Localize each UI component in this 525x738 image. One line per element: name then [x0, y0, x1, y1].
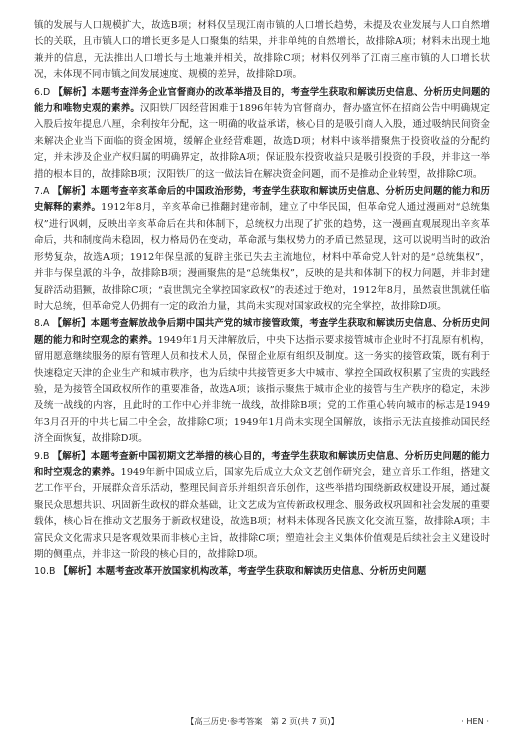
question-8	[34, 316, 490, 447]
question-analysis-body: 汉阳铁厂因经营困难于1896年转为官督商办，督办盛宣怀在招商公告中明确规定入股后按年提息八厘，余利按年分配，这一明确的收益承诺，核心目的是吸引商人入股，通过吸纳民间资金来解决企业当下面临的资金困境，缓解企业经营难题，故选D项；材料中该举措聚焦于投资收益的分配约定，并未涉及企业产权归属的明确界定，故排除A项；保证股东投资收益只是吸引投资的手段，并非这一举措的根本目的，故排除B项；汉阳铁厂的这一做法旨在解决资金问题，而不是推动企业转型，故排除C项。	[34, 103, 490, 180]
question-number: 6.D	[34, 86, 51, 98]
question-analysis-heading: 【解析】本题考查洋务企业官督商办的改革举措及目的，考查学生获取和解读历史信息、分析历史问题的能力和唯物史观的素养。	[34, 86, 490, 115]
question-9	[34, 449, 490, 564]
question-6	[34, 85, 490, 183]
question-number: 9.B	[34, 450, 50, 462]
question-analysis-heading: 【解析】本题考查新中国初期文艺举措的核心目的，考查学生获取和解读历史信息、分析历史问题的能力和时空观念的素养。	[34, 450, 490, 478]
question-analysis-heading: 【解析】本题考查解放战争后期中国共产党的城市接管政策，考查学生获取和解读历史信息、分析历史问题的能力和时空观念的素养。	[34, 318, 490, 346]
question-analysis-body: 1949年新中国成立后，国家先后成立大众文艺创作研究会，建立音乐工作组，搭建文艺工作平台，开展群众音乐活动，整理民间音乐并组织音乐创作，这些举措均围绕新政权建设开展，通过凝聚民众思想共识、巩固新生政权的群众基础，让文艺成为宣传新政权理念、服务政权巩固和社会发展的重要载体，核心旨在推动文艺服务于新政权建设，故选B项；材料未体现各民族文化交流互鉴，故排除A项；丰富民众文化需求只是客观效果而非核心主旨，故排除C项；塑造社会主义集体价值观是后续社会主义建设时期的侧重点，并非这一阶段的核心目的，故排除D项。	[34, 466, 490, 560]
question-analysis-heading: 【解析】本题考查辛亥革命后的中国政治形势，考查学生获取和解读历史信息、分析历史问题的能力和历史解释的素养。	[34, 186, 490, 214]
footer-page-info: 【高三历史·参考答案 第 2 页(共 7 页)】	[186, 716, 339, 726]
question-7	[34, 184, 490, 315]
question-analysis-heading: 【解析】本题考查改革开放国家机构改革，考查学生获取和解读历史信息、分析历史问题	[58, 566, 427, 578]
question-number: 8.A	[34, 318, 50, 330]
question-number: 7.A	[34, 186, 50, 198]
question-10	[34, 564, 490, 580]
answer-page	[34, 18, 490, 581]
question-analysis-body: 1949年1月天津解放后，中央下达指示要求接管城市企业时不打乱原有机构，留用愿意继续服务的原有管理人员和技术人员，保留企业原有组织及制度。这一务实的接管政策，既有利于快速稳定天津的企业生产和城市秩序，也为后续中共接管更多大中城市、掌控全国政权积累了宝贵的实践经验，是为接管全国政权所作的重要准备，故选A项；该指示聚焦于城市企业的接管与生产秩序的稳定，未涉及统一战线的内容，且此时的工作中心并非统一战线，故排除B项；党的工作重心转向城市的标志是1949年3月召开的中共七届二中全会，故排除C项；1949年1月尚未实现全国解放，该指示无法直接推动国民经济全面恢复，故排除D项。	[34, 334, 490, 445]
question-analysis-body: 1912年8月，辛亥革命已推翻封建帝制，建立了中华民国，但革命党人通过漫画对“总统集权”进行讽刺，反映出辛亥革命后在共和体制下，总统权力出现了扩张的趋势，这一漫画直观展现出辛亥革命后，共和制度尚未稳固，权力格局仍在变动，革命派与集权势力的矛盾已然显现，这可以说明当时的政治形势复杂，故选A项；1912年保皇派的复辟主张已失去主流地位，材料中革命党人针对的是“总统集权”，并非与保皇派的斗争，故排除B项；漫画聚焦的是“总统集权”，反映的是共和体制下的权力问题，并非封建复辟活动猖獗，故排除C项；“袁世凯完全掌控国家政权”的表述过于绝对，1912年8月，虽然袁世凯就任临时大总统，但革命党人仍拥有一定的政治力量，其尚未实现对国家政权的完全掌控，故排除D项。	[34, 202, 490, 312]
intro-paragraph: 镇的发展与人口规模扩大，故选B项；材料仅呈现江南市镇的人口增长趋势，未提及农业发展与人口自然增长的关联，且市镇人口的增长更多是人口聚集的结果，并非单纯的自然增长，故排除A项；材料未出现土地兼并的信息，无法推出人口增长与土地兼并相关，故排除C项；材料仅列举了江南三座市镇的人口增长状况，未体现不同市镇之间发展速度、规模的差异，故排除D项。	[34, 20, 490, 81]
question-number: 10.B	[34, 566, 56, 578]
footer-code: · HEN ·	[461, 716, 489, 726]
page-footer	[0, 716, 525, 730]
